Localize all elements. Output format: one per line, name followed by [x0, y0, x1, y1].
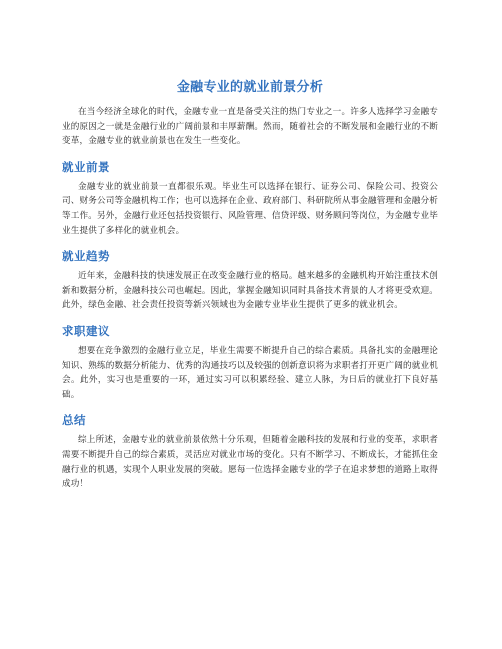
section-heading-summary: 总结: [62, 413, 86, 428]
section-body-summary: 综上所述，金融专业的就业前景依然十分乐观，但随着金融科技的发展和行业的变革，求职者需要不断提升自己的综合素质，灵活应对就业市场的变化。只有不断学习、不断成长，才能抓住金融行业的机遇，实现个人职业发展的突破。愿每一位选择金融专业的学子在追求梦想的道路上取得成功！: [62, 435, 438, 490]
intro-paragraph: 在当今经济全球化的时代，金融专业一直是备受关注的热门专业之一。许多人选择学习金融专业的原因之一就是金融行业的广阔前景和丰厚薪酬。然而，随着社会的不断发展和金融行业的不断变革，金融专业的就业前景也在发生一些变化。: [62, 107, 438, 147]
section-body-employment-trends: 近年来，金融科技的快速发展正在改变金融行业的格局。越来越多的金融机构开始注重技术创新和数据分析，金融科技公司也崛起。因此，掌握金融知识同时具备技术背景的人才将更受欢迎。此外，绿色金融、社会责任投资等新兴领域也为金融专业毕业生提供了更多的就业机会。: [62, 271, 438, 311]
section-heading-employment-prospects: 就业前景: [62, 159, 110, 174]
section-body-employment-prospects: 金融专业的就业前景一直都很乐观。毕业生可以选择在银行、证券公司、保险公司、投资公司、财务公司等金融机构工作；也可以选择在企业、政府部门、科研院所从事金融管理和金融分析等工作。另外，金融行业还包括投资银行、风险管理、信贷评级、财务顾问等岗位，为金融专业毕业生提供了多样化的就业机会。: [62, 181, 438, 236]
section-heading-employment-trends: 就业趋势: [62, 249, 110, 264]
section-heading-job-advice: 求职建议: [62, 323, 110, 338]
document-title: 金融专业的就业前景分析: [176, 80, 324, 95]
section-body-job-advice: 想要在竞争激烈的金融行业立足，毕业生需要不断提升自己的综合素质。具备扎实的金融理论知识、熟练的数据分析能力、优秀的沟通技巧以及较强的创新意识将为求职者打开更广阔的就业机会。此外，实习也是重要的一环，通过实习可以积累经验、建立人脉，为日后的就业打下良好基础。: [62, 345, 438, 400]
document-page: [62, 76, 438, 492]
